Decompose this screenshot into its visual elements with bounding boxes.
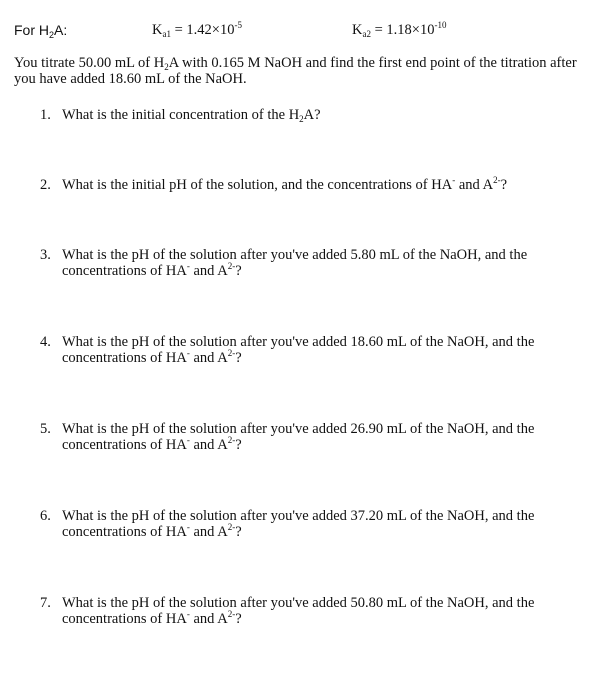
question-subscript: 2 bbox=[299, 114, 304, 124]
ha-charge: - bbox=[452, 175, 456, 185]
question-2 bbox=[40, 177, 580, 193]
ka2-value: = 1.18×10 bbox=[370, 22, 435, 38]
a-charge: 2- bbox=[227, 522, 236, 532]
ha-charge: - bbox=[186, 435, 190, 445]
ka2-subscript: a2 bbox=[362, 29, 371, 39]
question-3 bbox=[40, 247, 580, 279]
intro-subscript: 2 bbox=[164, 62, 169, 72]
acid-label-tail: A: bbox=[54, 22, 68, 38]
question-text-end: ? bbox=[235, 350, 242, 366]
question-text bbox=[62, 247, 580, 279]
question-text-mid: and A bbox=[455, 177, 494, 193]
ka1-value: = 1.42×10 bbox=[170, 22, 235, 38]
question-number: 1. bbox=[40, 107, 51, 123]
ha-charge: - bbox=[186, 348, 190, 358]
question-text-mid: and A bbox=[189, 263, 228, 279]
question-4 bbox=[40, 334, 580, 366]
intro-text-1: You titrate 50.00 mL of H bbox=[14, 55, 165, 71]
acid-label-subscript: 2 bbox=[49, 30, 55, 40]
ka1-exponent: -5 bbox=[234, 20, 242, 30]
question-number: 5. bbox=[40, 421, 51, 437]
a-charge: 2- bbox=[227, 435, 236, 445]
a-charge: 2- bbox=[227, 348, 236, 358]
intro-paragraph bbox=[14, 55, 594, 87]
question-text bbox=[62, 508, 580, 540]
question-text-main: What is the pH of the solution after you've added 50.80 mL of the NaOH, and the concentrations of HA bbox=[62, 595, 535, 627]
question-7 bbox=[40, 595, 580, 627]
question-1 bbox=[40, 107, 580, 123]
question-number: 6. bbox=[40, 508, 51, 524]
question-text-main: What is the pH of the solution after you've added 37.20 mL of the NaOH, and the concentrations of HA bbox=[62, 508, 535, 540]
question-text-main: What is the pH of the solution after you've added 18.60 mL of the NaOH, and the concentrations of HA bbox=[62, 334, 535, 366]
ha-charge: - bbox=[186, 522, 190, 532]
acid-label bbox=[14, 22, 67, 38]
question-5 bbox=[40, 421, 580, 453]
ha-charge: - bbox=[186, 261, 190, 271]
question-text bbox=[62, 177, 580, 193]
question-text-end: ? bbox=[235, 611, 242, 627]
question-text-main: What is the pH of the solution after you've added 5.80 mL of the NaOH, and the concentrations of HA bbox=[62, 247, 528, 279]
question-text-main: What is the initial concentration of the H bbox=[62, 107, 300, 123]
acid-label-text: For H bbox=[14, 22, 49, 38]
question-text-end: ? bbox=[235, 263, 242, 279]
question-text bbox=[62, 595, 580, 627]
question-text-mid: and A bbox=[189, 611, 228, 627]
question-text-end: A? bbox=[303, 107, 321, 123]
a-charge: 2- bbox=[227, 609, 236, 619]
question-text-end: ? bbox=[235, 437, 242, 453]
question-6 bbox=[40, 508, 580, 540]
question-text bbox=[62, 421, 580, 453]
ka1-symbol: K bbox=[152, 22, 163, 38]
ha-charge: - bbox=[186, 609, 190, 619]
ka2-symbol: K bbox=[352, 22, 363, 38]
constants-row bbox=[14, 22, 594, 42]
question-number: 7. bbox=[40, 595, 51, 611]
question-number: 4. bbox=[40, 334, 51, 350]
question-text bbox=[62, 107, 580, 123]
question-text-mid: and A bbox=[189, 524, 228, 540]
intro-text-2: A with 0.165 M NaOH and find the first end point of the titration after you have added 18.60 mL of the NaOH. bbox=[14, 55, 577, 87]
a-charge: 2- bbox=[493, 175, 501, 185]
question-number: 3. bbox=[40, 247, 51, 263]
question-text-main: What is the pH of the solution after you've added 26.90 mL of the NaOH, and the concentrations of HA bbox=[62, 421, 535, 453]
ka2-constant bbox=[352, 22, 446, 39]
question-text-mid: and A bbox=[189, 437, 228, 453]
question-text-mid: and A bbox=[189, 350, 228, 366]
question-text-end: ? bbox=[500, 177, 508, 193]
question-number: 2. bbox=[40, 177, 51, 193]
ka2-exponent: -10 bbox=[434, 20, 447, 30]
question-text bbox=[62, 334, 580, 366]
a-charge: 2- bbox=[227, 261, 236, 271]
ka1-subscript: a1 bbox=[162, 29, 171, 39]
question-text-main: What is the initial pH of the solution, and the concentrations of HA bbox=[62, 177, 453, 193]
ka1-constant bbox=[152, 22, 242, 39]
question-text-end: ? bbox=[235, 524, 242, 540]
